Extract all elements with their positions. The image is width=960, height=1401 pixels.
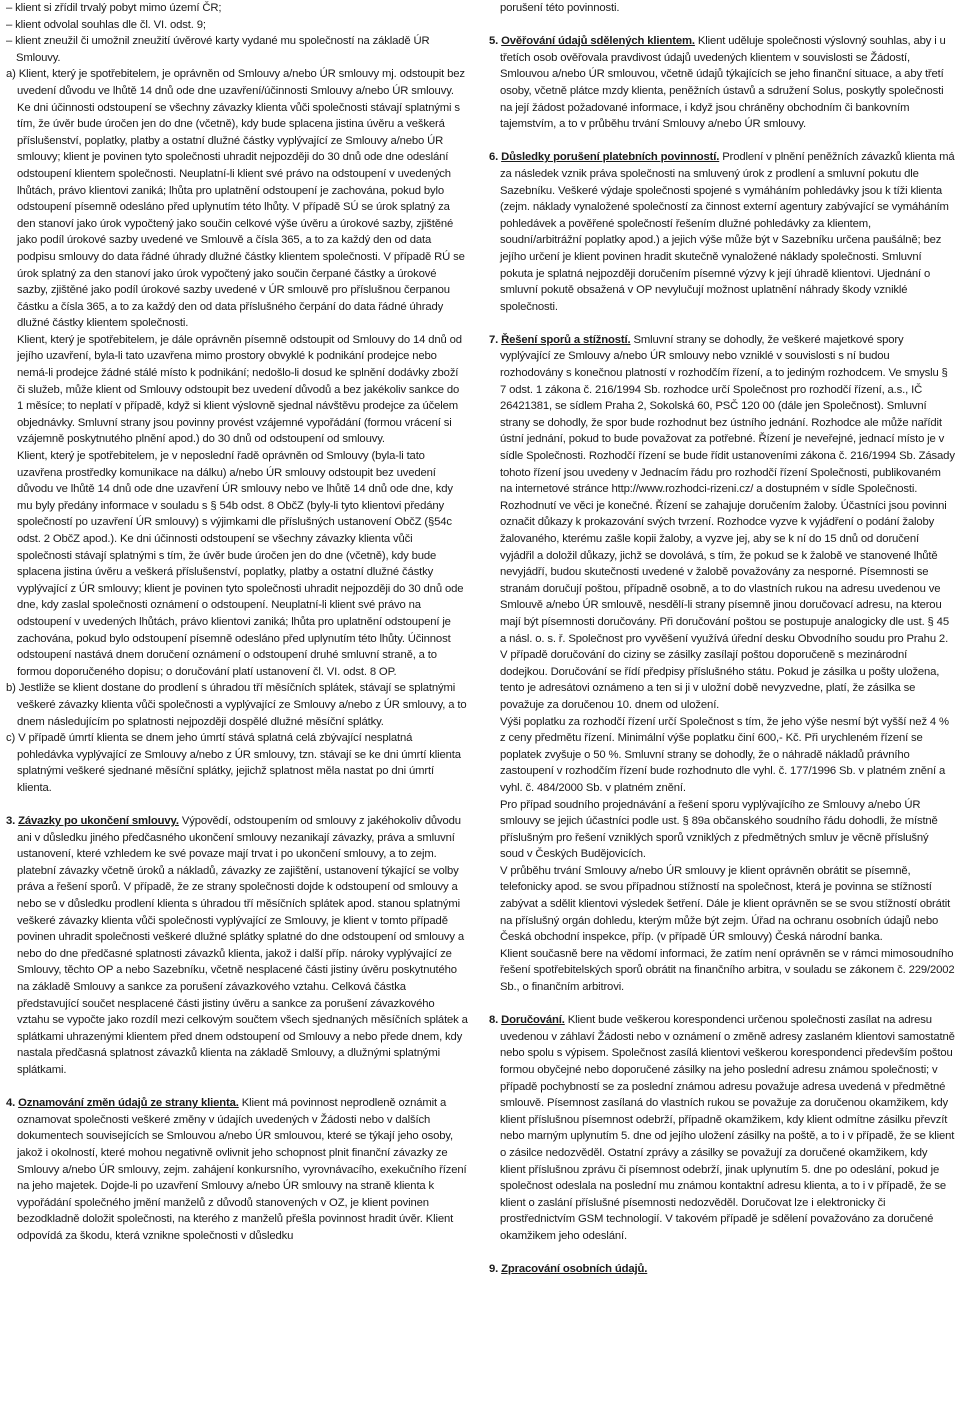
section-5-title: Ověřování údajů sdělených klientem. <box>501 35 695 48</box>
right-column <box>489 0 955 1278</box>
section-6-title: Důsledky porušení platebních povinností. <box>501 151 720 164</box>
left-column <box>6 0 468 1245</box>
section-8-text: Klient bude veškerou korespondenci určenou společnosti zasílat na adresu uvedenou v záhlaví Žádosti nebo v oznámení o změně adresy zaslaném klientovi samostatně nebo spolu s výpisem. Společnost zasílá klientovi veškerou korespondenci především poštou formou obyčejné nebo doporučené zásilky na jeho poslední adresu známou společnosti; v případě pochybností se za poslední známou adresu považuje adresa uvedená v předmětné smlouvě. Písemnost zasílaná do vlastních rukou se považuje za doručenou okamžikem, kdy klient příslušnou písemnost odebrží, případně okamžikem, kdy klient odmítne zásilku převzít nebo marným uplynutím 5. dne od jejího uložení zásilky na poště, a to i v případě, že se klient o zásilce nedozvěděl. Ostatní zprávy a zásilky se považují za doručené okamžikem, kdy klient příslušnou zprávu či písemnost odebrží, jinak uplynutím 5. dne po odeslání, pokud je společnost odeslala na poslední mu známou kontaktní adresu klienta, a to i v případě, že se klient o zaslání příslušné písemnosti nedozvěděl. Doručovat lze i elektronicky či prostřednictvím GSM technologií. V takovém případě je sdělení považováno za doručené okamžikem jeho odeslání. <box>500 1014 955 1242</box>
section-8: 8. Doručování. Klient bude veškerou korespondenci určenou společnosti zasílat na adresu uvedenou v záhlaví Žádosti nebo v oznámení o změně adresy zaslaném klientovi samostatně nebo spolu s výpisem. Společnost zasílá klientovi veškerou korespondenci především poštou formou obyčejné nebo doporučené zásilky na jeho poslední adresu známou společnosti; v případě pochybností se za poslední známou adresu považuje adresa uvedená v předmětné smlouvě. Písemnost zasílaná do vlastních rukou se považuje za doručenou okamžikem, kdy klient příslušnou písemnost odebrží, případně okamžikem, kdy klient odmítne zásilku převzít nebo marným uplynutím 5. dne od jejího uložení zásilky na poště, a to i v případě, že se klient o zásilce nedozvěděl. Ostatní zprávy a zásilky se považují za doručené okamžikem, kdy klient příslušnou zprávu či písemnost odebrží, jinak uplynutím 5. dne po odeslání, pokud je společnost odeslala na poslední mu známou kontaktní adresu klienta, a to i v případě, že se klient o zaslání příslušné písemnosti nedozvěděl. Doručovat lze i elektronicky či prostřednictvím GSM technologií. V takovém případě je sdělení považováno za doručené okamžikem jeho odeslání. <box>489 1014 955 1242</box>
section-7-title: Řešení sporů a stížností. <box>501 333 631 346</box>
section-3-title: Závazky po ukončení smlouvy. <box>18 815 179 828</box>
section-4-text: Klient má povinnost neprodleně oznámit a oznamovat společnosti veškeré změny v údajích uvedených v Žádosti nebo v dalších dokumentech souvisejících se Smlouvou a/nebo ÚR smlouvou, které se týkají jeho osoby, jakož i okolností, které mohou negativně ovlivnit jeho schopnost plnit finanční závazky ze Smlouvy a/nebo ÚR smlouvy, zejm. zahájení konkursního, vyrovnávacího, exekučního řízení na jeho majetek. Dojde-li po uzavření Smlouvy a/nebo ÚR smlouvy na straně klienta k vypořádání společného jmění manželů z důvodů stanovených v OZ, je klient povinen bezodkladně doložit společnosti, na kterého z manželů přešla povinnost hradit úvěr. Klient odpovídá za škodu, která vznikne společnosti v důsledku <box>17 1097 467 1242</box>
section-4-continuation: porušení této povinnosti. <box>500 2 620 14</box>
section-4-title: Oznamování změn údajů ze strany klienta. <box>18 1097 239 1110</box>
clause-a-distance: Klient, který je spotřebitelem, je v neposlední řadě oprávněn od Smlouvy (byla-li tato uzavřena prostředky komunikace na dálku) a/nebo ÚR smlouvy odstoupit bez uvedení důvodu ve lhůtě 14 dnů ode dne uzavření ÚR smlouvy nebo ve lhůtě 14 dnů ode dne, kdy mu byly předány informace v souladu s § 54b odst. 8 ObčZ (byly-li tyto klientovi předány společností po uzavření ÚR smlouvy) s výjimkami dle příslušných ustanovení ObčZ (§54c odst. 2 ObčZ apod.). Ke dni účinnosti odstoupení se všechny závazky klienta vůči společnosti stávají splatnými s tím, že úvěr bude úročen jen do dne (včetně), kdy bude splacena jistina úvěru a veškerá příslušenství, poplatky, platby a ostatní dlužné částky vyplývající z ÚR smlouvy; klient je povinen tyto společnosti uhradit nejpozději do 30 dnů ode dne, kdy zaslal společnosti oznámení o odstoupení. Neuplatní-li klient své právo na odstoupení v uvedených lhůtách, právo klientovi zaniká; lhůta pro uplatnění odstoupení je zachována, pokud bylo odstoupení písemně odesláno před uplynutím této lhůty. Účinnost odstoupení nastává dnem doručení oznámení o odstoupení druhé smluvní straně, a to formou doporučeného dopisu; o doručování platí ustanovení čl. VI. odst. 8 OP. <box>17 450 464 678</box>
section-7-text: Smluvní strany se dohodly, že veškeré majetkové spory vyplývající ze Smlouvy a/nebo ÚR smlouvy nebo vzniklé v souvislosti s ní budou rozhodovány s konečnou platností v rozhodčím řízení, a to jediným rozhodcem. Ve smyslu § 7 odst. 1 zákona č. 216/1994 Sb. rozhodce určí Společnost pro rozhodčí řízení, a.s., IČ 26421381, se sídlem Praha 2, Sokolská 60, PSČ 120 00 (dále jen Společnost). Smluvní strany se dohodly, že spor bude rozhodnut bez ústního jednání. Rozhodce ale může nařídit ústní jednání, pokud to bude považovat za potřebné. Řízení je neveřejné, jednací místo je v sídle Společnosti. Rozhodčí řízení se bude řídit ustanoveními zákona č. 216/1994 Sb. Zásady tohoto řízení jsou uvedeny v Jednacím řádu pro rozhodčí řízení Společnosti, publikovaném na internetové stránce http://www.rozhodci-rizeni.cz/ a dostupném v sídle Společnosti. Rozhodnutí ve věci je konečné. Řízení se zahajuje doručením žaloby. Účastníci jsou povinni označit důkazy k prokazování svých tvrzení. Rozhodce vyzve k vyjádření o podání žaloby žalovaného, kterému zašle kopii žaloby, a vyzve jej, aby se k ní do 15 dnů od doručení vyjádřil a doložil důkazy, jichž se dovolává, s tím, že pokud se k žalobě ve stanovené lhůtě nevyjádří, budou skutečnosti uvedené v žalobě považovány za nesporné. Písemnosti se stranám doručují poštou, případně osobně, a to do vlastních rukou na adresu uvedenou ve Smlouvě a/nebo ÚR smlouvě, nesdělí-li strany písemně jinou doručovací adresu, na kterou mají být písemnosti doručovány. Při doručování poštou se postupuje analogicky dle ust. § 45 a násl. o. s. ř. Společnost pro vyvěšení využívá úřední desku Obvodního soudu pro Prahu 2. V případě doručování do ciziny se zásilky zasílají poštou doporučeně s mezinárodní dodejkou. Doručování se řídí předpisy příslušného státu. Pokud je zásilka u pošty uložena, tento je adresátovi oznámeno a ten si ji v uložní době nevyzvedne, platí, že zásilka se považuje za doručenou 10. dnem od uložení. <box>500 333 955 711</box>
section-7-arbiter: Klient současně bere na vědomí informaci, že zatím není oprávněn se v rámci mimosoudního řešení spotřebitelských sporů obrátit na finančního arbitra, v souladu se zákonem č. 229/2002 Sb., o finančním arbitrovi. <box>500 947 955 994</box>
section-6-text: Prodlení v plnění peněžních závazků klienta má za následek vznik práva společnosti na smluvený úrok z prodlení a smluvní pokutu dle Sazebníku. Veškeré výdaje společnosti spojené s vymáháním pohledávky jsou k tíži klienta (zejm. náklady vynaložené společností za činnost externí agentury zabývající se vymáháním pohledávek a pověřené společností řešením dlužné pohledávky za klientem, soudní/arbitrážní poplatky apod.) a jejich výše může být v Sazebníku určena paušálně; bez jejího určení je klient povinen hradit skutečně vynaložené náklady společnosti. Smluvní pokuta je splatná nejpozději doručením písemné výzvy k její úhradě klientovi. Ujednání o smluvní pokutě obsažená v OP nevylučují možnost uplatnění náhrady škody vzniklé společnosti. <box>500 151 955 313</box>
section-6: 6. Důsledky porušení platebních povinností. Prodlení v plnění peněžních závazků klienta má za následek vznik práva společnosti na smluvený úrok z prodlení a smluvní pokutu dle Sazebníku. Veškeré výdaje společnosti spojené s vymáháním pohledávky jsou k tíži klienta (zejm. náklady vynaložené společností za činnost externí agentury zabývající se vymáháním pohledávek a pověřené společností řešením dlužné pohledávky za klientem, soudní/arbitrážní poplatky apod.) a jejich výše může být v Sazebníku určena paušálně; bez jejího určení je klient povinen hradit skutečně vynaložené náklady společnosti. Smluvní pokuta je splatná nejpozději doručením písemné výzvy k její úhradě klientovi. Ujednání o smluvní pokutě obsažená v OP nevylučují možnost uplatnění náhrady škody vzniklé společnosti. <box>489 151 955 313</box>
section-3: 3. Závazky po ukončení smlouvy. Výpovědí, odstoupením od smlouvy z jakéhokoliv důvodu ani v důsledku jiného předčasného ukončení smlouvy nezanikají závazky, práva a smluvní ustanovení, které vzhledem ke své povaze mají trvat i po ukončení smlouvy, a to zejm. platební závazky včetně úroků a nákladů, závazky ze zajištění, ustanovení týkající se volby práva a řešení sporů. V případě, že ze strany společnosti dojde k odstoupení od smlouvy a nebo se v důsledku prodlení klienta s úhradou tří měsíčních splátek apod. stanou splatnými veškeré závazky klienta vůči společnosti vyplývající ze Smlouvy, je klient v tomto případě povinen uhradit společnosti veškeré dlužné splátky splatné do dne odstoupení od smlouvy a nebo do dne předčasné splatnosti závazků klienta, jakož i další příp. nároky vyplývající ze Smlouvy, těchto OP a nebo Sazebníku, včetně nesplacené části jistiny úvěru poskytnutého na základě Smlouvy a sankce za porušení závazkového vztahu. Celková částka představující součet nesplacené části jistiny úvěru a sankce za porušení závazkového vztahu se vypočte jako rozdíl mezi celkovým součtem všech sjednaných měsíčních splátek a splátkami uhrazenými klientem před dnem odstoupení od Smlouvy a nebo přede dnem, kdy nastala předčasná splatnost závazků klienta na základě Smlouvy, a dlužnými splatnými splátkami. <box>6 815 468 1076</box>
section-9: 9. Zpracování osobních údajů. <box>489 1263 648 1276</box>
section-4: 4. Oznamování změn údajů ze strany klienta. Klient má povinnost neprodleně oznámit a oznamovat společnosti veškeré změny v údajích uvedených v Žádosti nebo v dalších dokumentech souvisejících se Smlouvou a/nebo ÚR smlouvou, které se týkají jeho osoby, jakož i okolností, které mohou negativně ovlivnit jeho schopnost plnit finanční závazky ze Smlouvy a/nebo ÚR smlouvy, zejm. zahájení konkursního, vyrovnávacího, exekučního řízení na jeho majetek. Dojde-li po uzavření Smlouvy a/nebo ÚR smlouvy na straně klienta k vypořádání společného jmění manželů z důvodů stanovených v OZ, je klient povinen bezodkladně doložit společnosti, na kterého z manželů přešla povinnost hradit úvěr. Klient odpovídá za škodu, která vznikne společnosti v důsledku <box>6 1097 467 1242</box>
section-7: 7. Řešení sporů a stížností. Smluvní strany se dohodly, že veškeré majetkové spory vyplývající ze Smlouvy a/nebo ÚR smlouvy nebo vzniklé v souvislosti s ní budou rozhodovány s konečnou platností v rozhodčím řízení, a to jediným rozhodcem. Ve smyslu § 7 odst. 1 zákona č. 216/1994 Sb. rozhodce určí Společnost pro rozhodčí řízení, a.s., IČ 26421381, se sídlem Praha 2, Sokolská 60, PSČ 120 00 (dále jen Společnost). Smluvní strany se dohodly, že spor bude rozhodnut bez ústního jednání. Rozhodce ale může nařídit ústní jednání, pokud to bude považovat za potřebné. Řízení je neveřejné, jednací místo je v sídle Společnosti. Rozhodčí řízení se bude řídit ustanoveními zákona č. 216/1994 Sb. Zásady tohoto řízení jsou uvedeny v Jednacím řádu pro rozhodčí řízení Společnosti, publikovaném na internetové stránce http://www.rozhodci-rizeni.cz/ a dostupném v sídle Společnosti. Rozhodnutí ve věci je konečné. Řízení se zahajuje doručením žaloby. Účastníci jsou povinni označit důkazy k prokazování svých tvrzení. Rozhodce vyzve k vyjádření o podání žaloby žalovaného, kterému zašle kopii žaloby, a vyzve jej, aby se k ní do 15 dnů od doručení vyjádřil a doložil důkazy, jichž se dovolává, s tím, že pokud se k žalobě ve stanovené lhůtě nevyjádří, budou skutečnosti uvedené v žalobě považovány za nesporné. Písemnosti se stranám doručují poštou, případně osobně, a to do vlastních rukou na adresu uvedenou ve Smlouvě a/nebo ÚR smlouvě, nesdělí-li strany písemně jinou doručovací adresu, na kterou mají být písemnosti doručovány. Při doručování poštou se postupuje analogicky dle ust. § 45 a násl. o. s. ř. Společnost pro vyvěšení využívá úřední desku Obvodního soudu pro Prahu 2. V případě doručování do ciziny se zásilky zasílají poštou doporučeně s mezinárodní dodejkou. Doručování se řídí předpisy příslušného státu. Pokud je zásilka u pošty uložena, tento je adresátovi oznámeno a ten si ji v uložní době nevyzvedne, platí, že zásilka se považuje za doručenou 10. dnem od uložení. <box>489 333 955 711</box>
clause-c-death: c) V případě úmrtí klienta se dnem jeho úmrtí stává splatná celá zbývající nesplatná pohledávka vyplývající ze Smlouvy a/nebo z ÚR smlouvy, tzn. stávají se ke dni úmrtí klienta splatnými veškeré sjednané měsíční splátky, jejichž splatnost měla nastat po dni úmrtí klienta. <box>6 732 461 794</box>
clause-b-default: b) Jestliže se klient dostane do prodlení s úhradou tří měsíčních splátek, stávají se splatnými veškeré závazky klienta vůči společnosti a vyplývající ze Smlouvy a/nebo z ÚR smlouvy, a to dnem následujícím po splatnosti nejpozději dospělé dlužné měsíční splátky. <box>6 682 467 728</box>
termination-reason-card-misuse: – klient zneužil či umožnil zneužití úvěrové karty vydané mu společností na základě ÚR Smlouvy. <box>6 35 430 64</box>
clause-a-withdrawal: a) Klient, který je spotřebitelem, je oprávněn od Smlouvy a/nebo ÚR smlouvy mj. odstoupit bez uvedení důvodu ve lhůtě 14 dnů ode dne uzavření/účinnosti Smlouvy a/nebo ÚR smlouvy. Ke dni účinnosti odstoupení se všechny závazky klienta vůči společnosti stávají splatnými s tím, že úvěr bude úročen jen do dne (včetně), kdy bude splacena jistina úvěru a veškerá příslušenství, poplatky, platby a ostatní dlužné částky vyplývající ze Smlouvy a/nebo ÚR smlouvy; klient je povinen tyto společnosti uhradit nejpozději do 30 dnů ode dne odeslání odstoupení klientem společnosti. Neuplatní-li klient své právo na odstoupení v uvedených lhůtách, právo klientovi zaniká; lhůta pro uplatnění odstoupení je zachována, pokud bylo odstoupení písemně odesláno před uplynutím této lhůty. V případě SÚ se úrok splatný za den stanoví jako úrok vypočtený jako součin celkové výše úvěru a úrokové sazby, zjištěné jako podíl úrokové sazby uvedené ve Smlouvě a čísla 365, a to za každý den od data podpisu smlouvy do data řádné úhrady dlužné částky klientem společnosti. V případě RÚ se úrok splatný za den stanoví jako úrok vypočtený jako součin čerpané částky a úrokové sazby, zjištěné jako podíl úrokové sazby uvedené v ÚR smlouvě pro příslušnou čerpanou částku a čísla 365, a to za každý den od data příslušného čerpání do data řádné úhrady dlužné částky klientem společnosti. <box>6 68 465 330</box>
section-7-complaints: V průběhu trvání Smlouvy a/nebo ÚR smlouvy je klient oprávněn obrátit se písemně, telefonicky apod. se svou případnou stížností na společnost, která je povinna se stížností zabývat a sdělit klientovi výsledek šetření. Dále je klient oprávněn se se svou stížností obrátit na příslušný orgán dohledu, kterým může být zejm. Úřad na ochranu osobních údajů nebo Česká obchodní inspekce, příp. (v případě ÚR smlouvy) Česká národní banka. <box>500 864 951 944</box>
section-3-text: Výpovědí, odstoupením od smlouvy z jakéhokoliv důvodu ani v důsledku jiného předčasného ukončení smlouvy nezanikají závazky, práva a smluvní ustanovení, které vzhledem ke své povaze mají trvat i po ukončení smlouvy, a to zejm. platební závazky včetně úroků a nákladů, závazky ze zajištění, ustanovení týkající se volby práva a řešení sporů. V případě, že ze strany společnosti dojde k odstoupení od smlouvy a nebo se v důsledku prodlení klienta s úhradou tří měsíčních splátek apod. stanou splatnými veškeré závazky klienta vůči společnosti vyplývající ze Smlouvy, je klient v tomto případě povinen uhradit společnosti veškeré dlužné splátky splatné do dne odstoupení od smlouvy a nebo do dne předčasné splatnosti závazků klienta, jakož i další příp. nároky vyplývající ze Smlouvy, těchto OP a nebo Sazebníku, včetně nesplacené části jistiny úvěru poskytnutého na základě Smlouvy a sankce za porušení závazkového vztahu. Celková částka představující součet nesplacené části jistiny úvěru a sankce za porušení závazkového vztahu se vypočte jako rozdíl mezi celkovým součtem všech sjednaných měsíčních splátek a splátkami uhrazenými klientem před dnem odstoupení od Smlouvy a nebo přede dnem, kdy nastala předčasná splatnost závazků klienta na základě Smlouvy, a dlužnými splatnými splátkami. <box>17 815 468 1076</box>
termination-reason-consent: – klient odvolal souhlas dle čl. VI. odst. 9; <box>6 18 206 31</box>
clause-a-offpremises: Klient, který je spotřebitelem, je dále oprávněn písemně odstoupit od Smlouvy do 14 dnů od jejího uzavření, byla-li tato uzavřena mimo prostory obvyklé k podnikání prodejce nebo nemá-li prodejce žádné stálé místo k podnikání; nedošlo-li dosud ke splnění dodávky zboží či služeb, může klient od Smlouvy odstoupit bez uvedení důvodů a bez jakékoliv sankce do 1 měsíce; to neplatí v případě, když si klient výslovně sjednal návštěvu prodejce za účelem objednávky. Smluvní strany jsou povinny provést vzájemné vypořádání (formou vrácení si vzájemně poskytnutého plnění apod.) do 30 dnů od odstoupení od smlouvy. <box>17 333 462 446</box>
section-5: 5. Ověřování údajů sdělených klientem. Klient uděluje společnosti výslovný souhlas, aby i u třetích osob ověřovala pravdivost údajů uvedených klientem v souvislosti se Žádostí, Smlouvou a/nebo ÚR smlouvou, včetně údajů týkajících se jeho finanční situace, a aby třetí osoby, včetně plátce mzdy klienta, peněžních ústavů a sdružení Solus, poskytly společnosti na její žádost požadované informace, i když jsou chráněny obchodním či bankovním tajemstvím, a to v průběhu trvání Smlouvy a/nebo ÚR smlouvy. <box>489 35 946 131</box>
section-5-text: Klient uděluje společnosti výslovný souhlas, aby i u třetích osob ověřovala pravdivost údajů uvedených klientem v souvislosti se Žádostí, Smlouvou a/nebo ÚR smlouvou, včetně údajů týkajících se jeho finanční situace, a aby třetí osoby, včetně plátce mzdy klienta, peněžních ústavů a sdružení Solus, poskytly společnosti na její žádost požadované informace, i když jsou chráněny obchodním či bankovním tajemstvím, a to v průběhu trvání Smlouvy a/nebo ÚR smlouvy. <box>500 35 946 131</box>
termination-reason-residence: – klient si zřídil trvalý pobyt mimo území ČR; <box>6 2 222 14</box>
section-7-court: Pro případ soudního projednávání a řešení sporu vyplývajícího ze Smlouvy a/nebo ÚR smlouvy se jejich účastníci podle ust. § 89a občanského soudního řádu dohodli, že místně příslušným pro řešení vzniklých sporů vzniklých z předmětných smluv je věcně příslušný soud v Českých Budějovicích. <box>500 798 938 861</box>
section-9-title: Zpracování osobních údajů. <box>501 1263 648 1276</box>
section-7-fees: Výši poplatku za rozhodčí řízení určí Společnost s tím, že jeho výše nesmí být vyšší než 4 % z ceny předmětu řízení. Minimální výše poplatku činí 600,- Kč. Při urychleném řízení se poplatek zvyšuje o 50 %. Smluvní strany se dohodly, že o náhradě nákladů právního zastoupení v rozhodčím řízení bude rozhodnuto dle vyhl. č. 177/1996 Sb. v platném znění a vyhl. č. 484/2000 Sb. v platném znění. <box>500 715 949 794</box>
section-8-title: Doručování. <box>501 1014 565 1027</box>
